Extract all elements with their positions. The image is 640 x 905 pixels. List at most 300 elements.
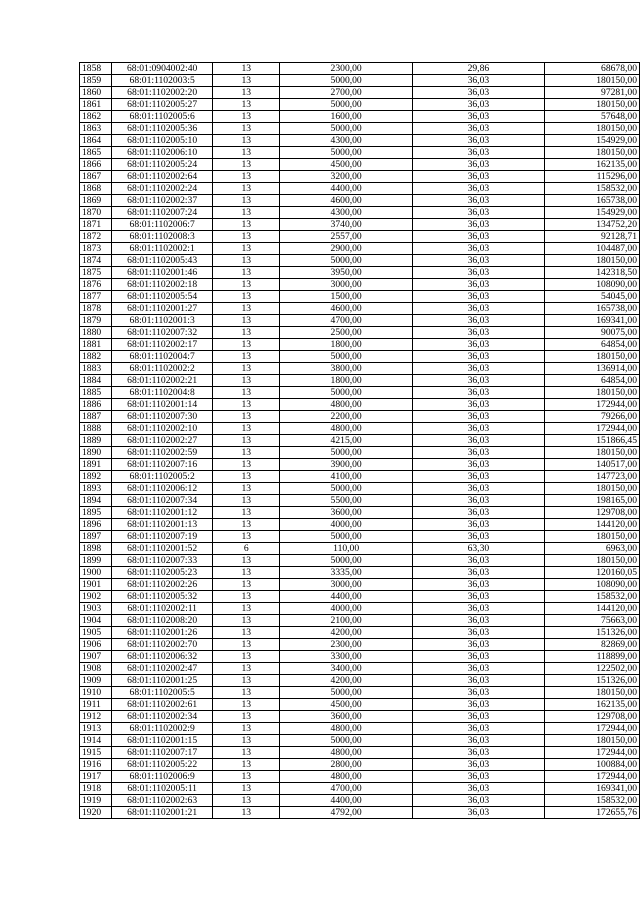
area-cell: 3300,00 [280, 651, 413, 663]
rate-cell: 36,03 [413, 267, 545, 279]
row-number-cell: 1865 [80, 147, 112, 159]
cadastral-number-cell: 68:01:1102002:47 [111, 663, 212, 675]
row-number-cell: 1870 [80, 207, 112, 219]
row-number-cell: 1860 [80, 87, 112, 99]
cadastral-number-cell: 68:01:1102007:16 [111, 459, 212, 471]
category-code-cell: 13 [213, 327, 280, 339]
table-row [80, 543, 640, 555]
row-number-cell: 1877 [80, 291, 112, 303]
area-cell: 2300,00 [280, 63, 413, 75]
area-cell: 3600,00 [280, 507, 413, 519]
area-cell: 4700,00 [280, 783, 413, 795]
area-cell: 4300,00 [280, 135, 413, 147]
category-code-cell: 13 [213, 183, 280, 195]
area-cell: 4800,00 [280, 747, 413, 759]
row-number-cell: 1866 [80, 159, 112, 171]
area-cell: 2300,00 [280, 639, 413, 651]
row-number-cell: 1880 [80, 327, 112, 339]
cadastral-number-cell: 68:01:1102002:63 [111, 795, 212, 807]
category-code-cell: 13 [213, 135, 280, 147]
table-row [80, 387, 640, 399]
area-cell: 5000,00 [280, 483, 413, 495]
table-row [80, 591, 640, 603]
category-code-cell: 13 [213, 519, 280, 531]
row-number-cell: 1890 [80, 447, 112, 459]
cadastral-number-cell: 68:01:1102001:12 [111, 507, 212, 519]
cadastral-number-cell: 68:01:1102002:70 [111, 639, 212, 651]
value-cell: 68678,00 [544, 63, 639, 75]
rate-cell: 36,03 [413, 279, 545, 291]
table-row [80, 315, 640, 327]
category-code-cell: 13 [213, 363, 280, 375]
rate-cell: 36,03 [413, 603, 545, 615]
value-cell: 82869,00 [544, 639, 639, 651]
area-cell: 110,00 [280, 543, 413, 555]
area-cell: 1800,00 [280, 375, 413, 387]
value-cell: 198165,00 [544, 495, 639, 507]
table-row [80, 291, 640, 303]
value-cell: 151326,00 [544, 627, 639, 639]
rate-cell: 36,03 [413, 663, 545, 675]
category-code-cell: 13 [213, 591, 280, 603]
cadastral-number-cell: 68:01:1102008:3 [111, 231, 212, 243]
rate-cell: 36,03 [413, 519, 545, 531]
value-cell: 172944,00 [544, 723, 639, 735]
table-row [80, 111, 640, 123]
row-number-cell: 1892 [80, 471, 112, 483]
rate-cell: 36,03 [413, 195, 545, 207]
row-number-cell: 1891 [80, 459, 112, 471]
cadastral-number-cell: 68:01:1102001:27 [111, 303, 212, 315]
category-code-cell: 13 [213, 675, 280, 687]
value-cell: 162135,00 [544, 699, 639, 711]
row-number-cell: 1909 [80, 675, 112, 687]
rate-cell: 36,03 [413, 699, 545, 711]
row-number-cell: 1915 [80, 747, 112, 759]
value-cell: 158532,00 [544, 795, 639, 807]
row-number-cell: 1903 [80, 603, 112, 615]
table-row [80, 615, 640, 627]
cadastral-number-cell: 68:01:1102002:20 [111, 87, 212, 99]
category-code-cell: 13 [213, 267, 280, 279]
category-code-cell: 13 [213, 375, 280, 387]
row-number-cell: 1900 [80, 567, 112, 579]
table-row [80, 63, 640, 75]
table-row [80, 435, 640, 447]
rate-cell: 36,03 [413, 759, 545, 771]
area-cell: 5000,00 [280, 351, 413, 363]
area-cell: 4215,00 [280, 435, 413, 447]
row-number-cell: 1911 [80, 699, 112, 711]
row-number-cell: 1883 [80, 363, 112, 375]
category-code-cell: 13 [213, 579, 280, 591]
category-code-cell: 13 [213, 351, 280, 363]
cadastral-number-cell: 68:01:1102002:64 [111, 171, 212, 183]
rate-cell: 36,03 [413, 567, 545, 579]
value-cell: 172944,00 [544, 747, 639, 759]
table-row [80, 351, 640, 363]
row-number-cell: 1919 [80, 795, 112, 807]
category-code-cell: 13 [213, 471, 280, 483]
table-row [80, 663, 640, 675]
rate-cell: 36,03 [413, 627, 545, 639]
row-number-cell: 1916 [80, 759, 112, 771]
cadastral-number-cell: 68:01:1102001:46 [111, 267, 212, 279]
rate-cell: 36,03 [413, 411, 545, 423]
category-code-cell: 13 [213, 99, 280, 111]
row-number-cell: 1874 [80, 255, 112, 267]
row-number-cell: 1863 [80, 123, 112, 135]
cadastral-number-cell: 68:01:1102001:21 [111, 807, 212, 819]
table-row [80, 147, 640, 159]
table-row [80, 219, 640, 231]
rate-cell: 36,03 [413, 795, 545, 807]
category-code-cell: 13 [213, 207, 280, 219]
value-cell: 180150,00 [544, 351, 639, 363]
category-code-cell: 13 [213, 615, 280, 627]
area-cell: 4100,00 [280, 471, 413, 483]
table-row [80, 75, 640, 87]
cadastral-number-cell: 68:01:1102005:22 [111, 759, 212, 771]
cadastral-number-cell: 68:01:1102007:24 [111, 207, 212, 219]
value-cell: 115296,00 [544, 171, 639, 183]
area-cell: 2500,00 [280, 327, 413, 339]
area-cell: 4700,00 [280, 315, 413, 327]
value-cell: 108090,00 [544, 279, 639, 291]
rate-cell: 36,03 [413, 339, 545, 351]
row-number-cell: 1910 [80, 687, 112, 699]
cadastral-number-cell: 68:01:1102002:34 [111, 711, 212, 723]
row-number-cell: 1918 [80, 783, 112, 795]
category-code-cell: 13 [213, 159, 280, 171]
rate-cell: 36,03 [413, 447, 545, 459]
table-row [80, 399, 640, 411]
area-cell: 4800,00 [280, 723, 413, 735]
category-code-cell: 13 [213, 399, 280, 411]
table-row [80, 495, 640, 507]
area-cell: 5000,00 [280, 387, 413, 399]
value-cell: 154929,00 [544, 207, 639, 219]
value-cell: 180150,00 [544, 99, 639, 111]
value-cell: 129708,00 [544, 711, 639, 723]
row-number-cell: 1878 [80, 303, 112, 315]
area-cell: 3400,00 [280, 663, 413, 675]
area-cell: 4200,00 [280, 675, 413, 687]
row-number-cell: 1875 [80, 267, 112, 279]
row-number-cell: 1898 [80, 543, 112, 555]
rate-cell: 36,03 [413, 123, 545, 135]
area-cell: 5000,00 [280, 123, 413, 135]
row-number-cell: 1885 [80, 387, 112, 399]
category-code-cell: 13 [213, 291, 280, 303]
area-cell: 2557,00 [280, 231, 413, 243]
row-number-cell: 1888 [80, 423, 112, 435]
rate-cell: 36,03 [413, 471, 545, 483]
table-row [80, 639, 640, 651]
rate-cell: 36,03 [413, 687, 545, 699]
category-code-cell: 13 [213, 555, 280, 567]
category-code-cell: 13 [213, 171, 280, 183]
area-cell: 5000,00 [280, 735, 413, 747]
value-cell: 64854,00 [544, 375, 639, 387]
rate-cell: 36,03 [413, 111, 545, 123]
cadastral-number-cell: 68:01:1102006:7 [111, 219, 212, 231]
value-cell: 180150,00 [544, 387, 639, 399]
rate-cell: 29,86 [413, 63, 545, 75]
value-cell: 162135,00 [544, 159, 639, 171]
row-number-cell: 1887 [80, 411, 112, 423]
row-number-cell: 1901 [80, 579, 112, 591]
area-cell: 1600,00 [280, 111, 413, 123]
area-cell: 4800,00 [280, 423, 413, 435]
cadastral-number-cell: 68:01:1102002:18 [111, 279, 212, 291]
rate-cell: 36,03 [413, 303, 545, 315]
area-cell: 5000,00 [280, 99, 413, 111]
cadastral-number-cell: 68:01:1102006:12 [111, 483, 212, 495]
category-code-cell: 13 [213, 783, 280, 795]
cadastral-number-cell: 68:01:1102007:33 [111, 555, 212, 567]
area-cell: 5000,00 [280, 555, 413, 567]
row-number-cell: 1913 [80, 723, 112, 735]
area-cell: 4500,00 [280, 699, 413, 711]
row-number-cell: 1897 [80, 531, 112, 543]
category-code-cell: 13 [213, 711, 280, 723]
area-cell: 5000,00 [280, 255, 413, 267]
cadastral-number-cell: 68:01:1102002:27 [111, 435, 212, 447]
category-code-cell: 13 [213, 195, 280, 207]
value-cell: 108090,00 [544, 579, 639, 591]
rate-cell: 36,03 [413, 183, 545, 195]
area-cell: 1800,00 [280, 339, 413, 351]
row-number-cell: 1873 [80, 243, 112, 255]
table-row [80, 555, 640, 567]
category-code-cell: 13 [213, 747, 280, 759]
rate-cell: 36,03 [413, 591, 545, 603]
table-row [80, 99, 640, 111]
row-number-cell: 1886 [80, 399, 112, 411]
value-cell: 151326,00 [544, 675, 639, 687]
cadastral-number-cell: 68:01:1102007:34 [111, 495, 212, 507]
table-row [80, 723, 640, 735]
value-cell: 172944,00 [544, 399, 639, 411]
area-cell: 3900,00 [280, 459, 413, 471]
table-row [80, 603, 640, 615]
rate-cell: 36,03 [413, 315, 545, 327]
area-cell: 3000,00 [280, 579, 413, 591]
category-code-cell: 13 [213, 75, 280, 87]
row-number-cell: 1889 [80, 435, 112, 447]
value-cell: 180150,00 [544, 735, 639, 747]
cadastral-number-cell: 68:01:1102005:6 [111, 111, 212, 123]
rate-cell: 36,03 [413, 423, 545, 435]
area-cell: 4400,00 [280, 795, 413, 807]
cadastral-number-cell: 68:01:1102002:59 [111, 447, 212, 459]
rate-cell: 36,03 [413, 807, 545, 819]
area-cell: 1500,00 [280, 291, 413, 303]
value-cell: 180150,00 [544, 447, 639, 459]
rate-cell: 36,03 [413, 291, 545, 303]
rate-cell: 36,03 [413, 639, 545, 651]
rate-cell: 36,03 [413, 231, 545, 243]
table-row [80, 327, 640, 339]
category-code-cell: 13 [213, 111, 280, 123]
value-cell: 180150,00 [544, 75, 639, 87]
row-number-cell: 1894 [80, 495, 112, 507]
table-row [80, 243, 640, 255]
cadastral-number-cell: 68:01:1102005:36 [111, 123, 212, 135]
table-row [80, 411, 640, 423]
row-number-cell: 1899 [80, 555, 112, 567]
value-cell: 75663,00 [544, 615, 639, 627]
value-cell: 154929,00 [544, 135, 639, 147]
table-row [80, 519, 640, 531]
value-cell: 165738,00 [544, 195, 639, 207]
area-cell: 4792,00 [280, 807, 413, 819]
row-number-cell: 1882 [80, 351, 112, 363]
table-row [80, 279, 640, 291]
rate-cell: 36,03 [413, 735, 545, 747]
cadastral-number-cell: 68:01:1102002:24 [111, 183, 212, 195]
table-row [80, 183, 640, 195]
cadastral-number-cell: 68:01:1102002:17 [111, 339, 212, 351]
area-cell: 5500,00 [280, 495, 413, 507]
area-cell: 2900,00 [280, 243, 413, 255]
value-cell: 140517,00 [544, 459, 639, 471]
rate-cell: 36,03 [413, 531, 545, 543]
table-row [80, 627, 640, 639]
category-code-cell: 13 [213, 147, 280, 159]
area-cell: 4200,00 [280, 627, 413, 639]
rate-cell: 63,30 [413, 543, 545, 555]
category-code-cell: 13 [213, 435, 280, 447]
row-number-cell: 1905 [80, 627, 112, 639]
rate-cell: 36,03 [413, 711, 545, 723]
rate-cell: 36,03 [413, 435, 545, 447]
cadastral-number-cell: 68:01:1102006:9 [111, 771, 212, 783]
cadastral-number-cell: 68:01:1102002:2 [111, 363, 212, 375]
rate-cell: 36,03 [413, 255, 545, 267]
table-row [80, 795, 640, 807]
cadastral-number-cell: 68:01:1102005:54 [111, 291, 212, 303]
value-cell: 180150,00 [544, 531, 639, 543]
category-code-cell: 13 [213, 531, 280, 543]
row-number-cell: 1904 [80, 615, 112, 627]
row-number-cell: 1914 [80, 735, 112, 747]
row-number-cell: 1906 [80, 639, 112, 651]
table-row [80, 507, 640, 519]
category-code-cell: 13 [213, 123, 280, 135]
row-number-cell: 1912 [80, 711, 112, 723]
value-cell: 172944,00 [544, 423, 639, 435]
category-code-cell: 13 [213, 807, 280, 819]
table-row [80, 675, 640, 687]
value-cell: 144120,00 [544, 519, 639, 531]
category-code-cell: 13 [213, 303, 280, 315]
rate-cell: 36,03 [413, 723, 545, 735]
row-number-cell: 1871 [80, 219, 112, 231]
value-cell: 6963,00 [544, 543, 639, 555]
category-code-cell: 13 [213, 795, 280, 807]
cadastral-number-cell: 68:01:1102002:9 [111, 723, 212, 735]
cadastral-number-cell: 68:01:1102005:27 [111, 99, 212, 111]
cadastral-number-cell: 68:01:1102005:32 [111, 591, 212, 603]
value-cell: 172944,00 [544, 771, 639, 783]
row-number-cell: 1896 [80, 519, 112, 531]
category-code-cell: 13 [213, 663, 280, 675]
cadastral-number-cell: 68:01:1102005:5 [111, 687, 212, 699]
rate-cell: 36,03 [413, 387, 545, 399]
area-cell: 4500,00 [280, 159, 413, 171]
rate-cell: 36,03 [413, 507, 545, 519]
row-number-cell: 1876 [80, 279, 112, 291]
rate-cell: 36,03 [413, 771, 545, 783]
table-row [80, 807, 640, 819]
rate-cell: 36,03 [413, 243, 545, 255]
table-row [80, 303, 640, 315]
table-row [80, 483, 640, 495]
cadastral-number-cell: 68:01:0904002:40 [111, 63, 212, 75]
value-cell: 120160,05 [544, 567, 639, 579]
category-code-cell: 13 [213, 639, 280, 651]
cadastral-number-cell: 68:01:1102006:10 [111, 147, 212, 159]
table-row [80, 375, 640, 387]
value-cell: 54045,00 [544, 291, 639, 303]
row-number-cell: 1879 [80, 315, 112, 327]
table-row [80, 363, 640, 375]
rate-cell: 36,03 [413, 399, 545, 411]
value-cell: 97281,00 [544, 87, 639, 99]
table-row [80, 135, 640, 147]
category-code-cell: 13 [213, 771, 280, 783]
cadastral-number-cell: 68:01:1102002:11 [111, 603, 212, 615]
cadastral-number-cell: 68:01:1102007:32 [111, 327, 212, 339]
value-cell: 169341,00 [544, 315, 639, 327]
rate-cell: 36,03 [413, 87, 545, 99]
category-code-cell: 13 [213, 255, 280, 267]
area-cell: 3600,00 [280, 711, 413, 723]
cadastral-number-cell: 68:01:1102002:10 [111, 423, 212, 435]
rate-cell: 36,03 [413, 363, 545, 375]
area-cell: 3740,00 [280, 219, 413, 231]
table-row [80, 423, 640, 435]
value-cell: 134752,20 [544, 219, 639, 231]
category-code-cell: 13 [213, 279, 280, 291]
table-row [80, 459, 640, 471]
cadastral-number-cell: 68:01:1102005:24 [111, 159, 212, 171]
table-row [80, 747, 640, 759]
table-row [80, 567, 640, 579]
category-code-cell: 13 [213, 63, 280, 75]
rate-cell: 36,03 [413, 351, 545, 363]
table-row [80, 531, 640, 543]
value-cell: 118899,00 [544, 651, 639, 663]
table-body [80, 63, 640, 819]
table-row [80, 711, 640, 723]
category-code-cell: 13 [213, 687, 280, 699]
row-number-cell: 1872 [80, 231, 112, 243]
row-number-cell: 1864 [80, 135, 112, 147]
category-code-cell: 13 [213, 603, 280, 615]
rate-cell: 36,03 [413, 747, 545, 759]
value-cell: 104487,00 [544, 243, 639, 255]
category-code-cell: 13 [213, 651, 280, 663]
cadastral-number-cell: 68:01:1102004:8 [111, 387, 212, 399]
area-cell: 4800,00 [280, 399, 413, 411]
area-cell: 2200,00 [280, 411, 413, 423]
cadastral-number-cell: 68:01:1102006:32 [111, 651, 212, 663]
cadastral-number-cell: 68:01:1102003:5 [111, 75, 212, 87]
cadastral-number-cell: 68:01:1102002:21 [111, 375, 212, 387]
